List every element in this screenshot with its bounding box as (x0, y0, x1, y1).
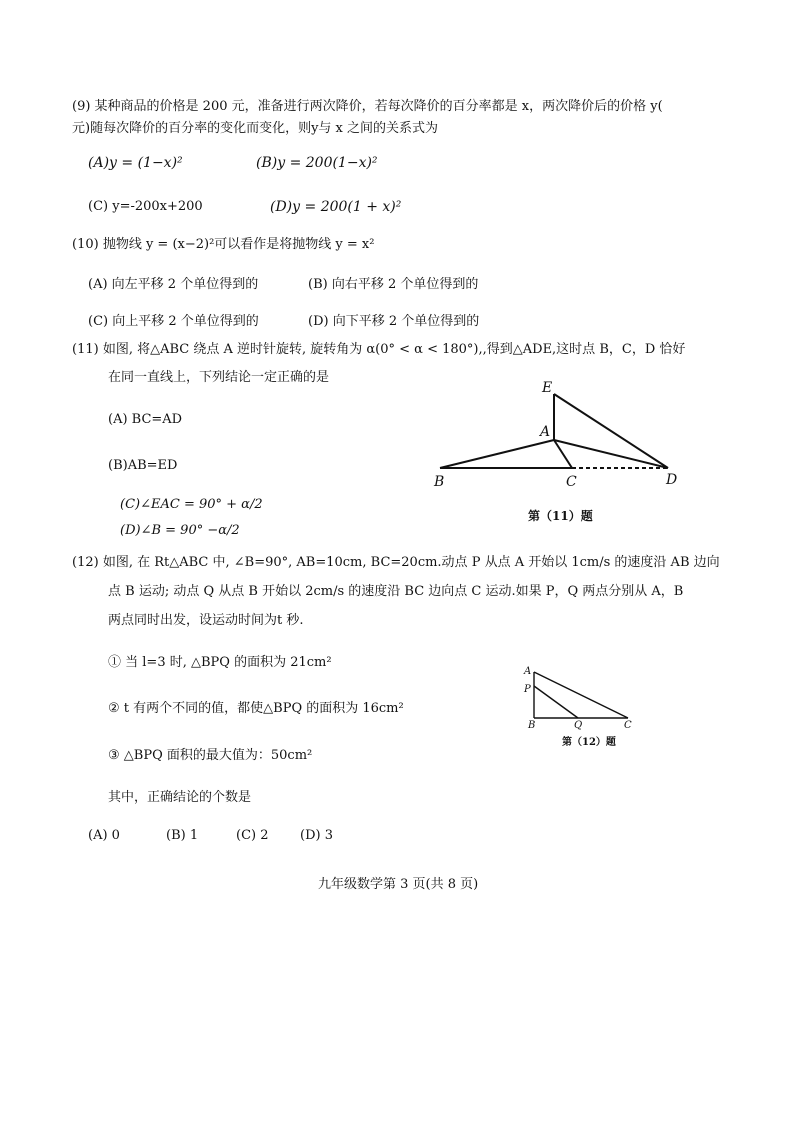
q12-statement-1: ① 当 l=3 时, △BPQ 的面积为 21cm² (108, 655, 332, 670)
q9-text-line2: 元)随每次降价的百分率的变化而变化，则y与 x 之间的关系式为 (72, 121, 439, 136)
q12-label-q: Q (574, 720, 583, 731)
q11-label-a: A (540, 424, 551, 440)
q11-segment-ed (554, 394, 668, 468)
q11-label-d: D (666, 472, 678, 488)
q11-option-d: (D)∠B = 90° −α/2 (120, 523, 240, 538)
q11-figure-caption: 第（11）题 (528, 509, 593, 523)
q12-option-a: (A) 0 (88, 828, 120, 843)
q11-figure (420, 374, 700, 494)
q10-text: (10) 抛物线 y = (x−2)²可以看作是将抛物线 y = x² (72, 237, 375, 252)
q10-option-a: (A) 向左平移 2 个单位得到的 (88, 277, 259, 292)
q11-text-line1: (11) 如图, 将△ABC 绕点 A 逆时针旋转, 旋转角为 α(0° < α < 180°),,得到△ADE,这时点 B，C，D 恰好 (72, 342, 686, 357)
q12-label-b: B (528, 720, 536, 731)
q12-figure-caption: 第（12）题 (562, 737, 616, 748)
q12-figure (518, 662, 648, 734)
q12-conclusion: 其中，正确结论的个数是 (108, 790, 252, 805)
q10-option-d: (D) 向下平移 2 个单位得到的 (308, 314, 480, 329)
q9-option-c: (C) y=-200x+200 (88, 199, 203, 214)
q11-option-a: (A) BC=AD (108, 412, 183, 427)
q12-statement-3: ③ △BPQ 面积的最大值为：50cm² (108, 748, 313, 763)
q10-option-b: (B) 向右平移 2 个单位得到的 (308, 277, 479, 292)
q12-statement-2: ② t 有两个不同的值，都使△BPQ 的面积为 16cm² (108, 701, 404, 716)
q9-option-d: (D)y = 200(1 + x)² (270, 199, 402, 215)
q11-label-e: E (542, 380, 553, 396)
q12-option-c: (C) 2 (236, 828, 269, 843)
q10-option-c: (C) 向上平移 2 个单位得到的 (88, 314, 259, 329)
q11-label-c: C (566, 474, 577, 490)
q11-option-c: (C)∠EAC = 90° + α/2 (120, 497, 263, 512)
q12-option-b: (B) 1 (166, 828, 199, 843)
q11-segment-ad (554, 440, 668, 468)
q11-label-b: B (434, 474, 445, 490)
q12-option-d: (D) 3 (300, 828, 333, 843)
q12-text-line2: 点 B 运动; 动点 Q 从点 B 开始以 2cm/s 的速度沿 BC 边向点 C 运动.如果 P，Q 两点分别从 A，B (108, 584, 684, 599)
q11-text-line2: 在同一直线上，下列结论一定正确的是 (108, 370, 330, 385)
q9-option-a: (A)y = (1−x)² (88, 155, 183, 171)
q12-segment-ac (534, 672, 628, 718)
q12-label-p: P (524, 684, 531, 695)
q12-label-a: A (524, 666, 532, 677)
q11-segment-ba (440, 440, 554, 468)
q12-label-c: C (624, 720, 632, 731)
q12-text-line3: 两点同时出发，设运动时间为t 秒. (108, 613, 304, 628)
q9-option-b: (B)y = 200(1−x)² (256, 155, 378, 171)
q9-text-line1: (9) 某种商品的价格是 200 元，准备进行两次降价，若每次降价的百分率都是 x，两次降价后的价格 y( (72, 99, 663, 114)
q11-option-b: (B)AB=ED (108, 458, 178, 473)
q12-text-line1: (12) 如图, 在 Rt△ABC 中, ∠B=90°, AB=10cm, BC=20cm.动点 P 从点 A 开始以 1cm/s 的速度沿 AB 边向 (72, 555, 720, 570)
page-footer: 九年级数学第 3 页(共 8 页) (318, 877, 479, 892)
